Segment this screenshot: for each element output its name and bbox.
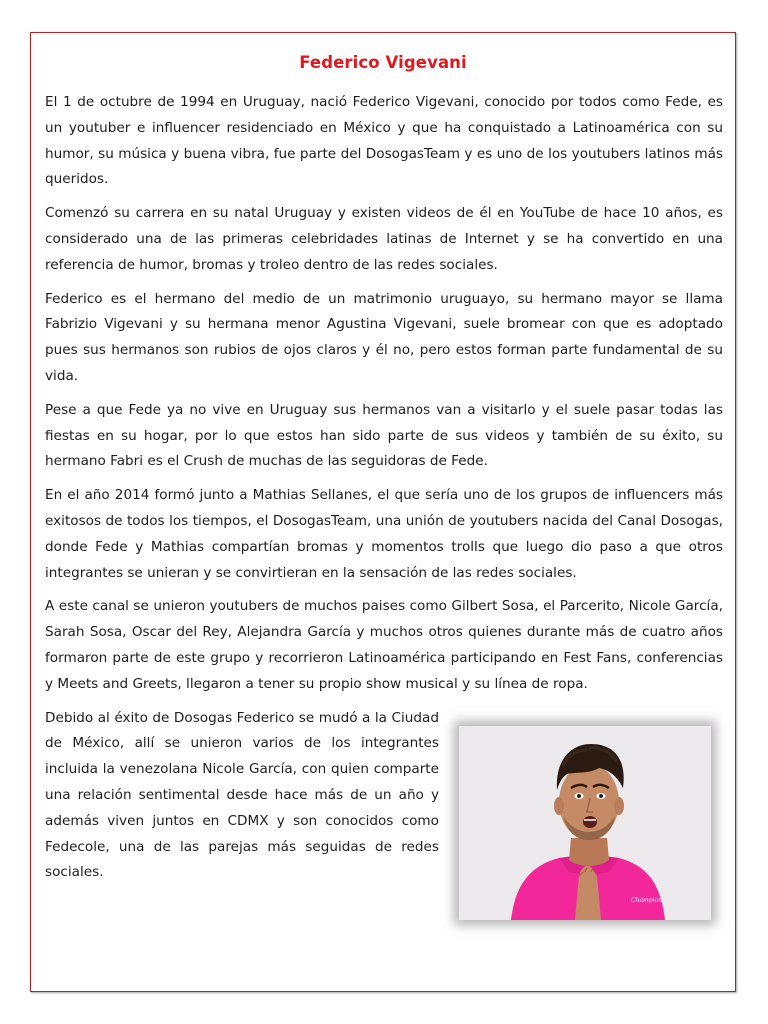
paragraph-5: En el año 2014 formó junto a Mathias Sellanes, el que sería uno de los grupos de influencers más exitosos de todos los tiempos, el DosogasTeam, una unión de youtubers nacida del Canal Dosogas, donde Fede y Mathias compartían bromas y momentos trolls que luego dio paso a que otros integrantes se unieran y se convirtieran en la sensación de las redes sociales.: [45, 487, 723, 581]
paragraph-6: A este canal se unieron youtubers de muchos paises como Gilbert Sosa, el Parcerito, Nicole García, Sarah Sosa, Oscar del Rey, Alejandra García y muchos otros quienes durante más de cuatro años formaron parte de este grupo y recorrieron Latinoamérica participando en Fest Fans, conferencias y Meets and Greets, llegaron a tener su propio show musical y su línea de ropa.: [45, 598, 723, 692]
paragraph-7: Debido al éxito de Dosogas Federico se mudó a la Ciudad de México, allí se unieron varios de los integrantes incluida la venezolana Nicole García, con quien comparte una relación sentimental desde hace más de un año y además viven juntos en CDMX y son conocidos como Fedecole, una de las parejas más seguidas de redes sociales.: [45, 709, 439, 881]
document-page: [30, 32, 736, 992]
paragraph-1: El 1 de octubre de 1994 en Uruguay, nació Federico Vigevani, conocido por todos como Fede, es un youtuber e influencer residenciado en México y que ha conquistado a Latinoamérica con su humor, su música y buena vibra, fue parte del DosogasTeam y es uno de los youtubers latinos más queridos.: [45, 94, 723, 188]
paragraph-3: Federico es el hermano del medio de un matrimonio uruguayo, su hermano mayor se llama Fabrizio Vigevani y su hermana menor Agustina Vigevani, suele bromear con que es adoptado pues sus hermanos son rubios de ojos claros y él no, pero estos forman parte fundamental de su vida.: [45, 290, 723, 384]
paragraph-4: Pese a que Fede ya no vive en Uruguay sus hermanos van a visitarlo y el suele pasar todas las fiestas en su hogar, por lo que estos han sido parte de sus videos y también de su éxito, su hermano Fabri es el Crush de muchas de las seguidoras de Fede.: [45, 401, 723, 470]
portrait-photo: [459, 726, 711, 920]
document-body: [45, 90, 723, 944]
portrait-illustration: [459, 726, 711, 920]
shirt-logo-text: Champion: [631, 896, 662, 904]
photo-container: [455, 726, 723, 944]
document-title: Federico Vigevani: [299, 53, 467, 72]
paragraph-2: Comenzó su carrera en su natal Uruguay y existen videos de él en YouTube de hace 10 años, es considerado una de las primeras celebridades latinas de Internet y se ha convertido en una referencia de humor, bromas y troleo dentro de las redes sociales.: [45, 205, 723, 273]
